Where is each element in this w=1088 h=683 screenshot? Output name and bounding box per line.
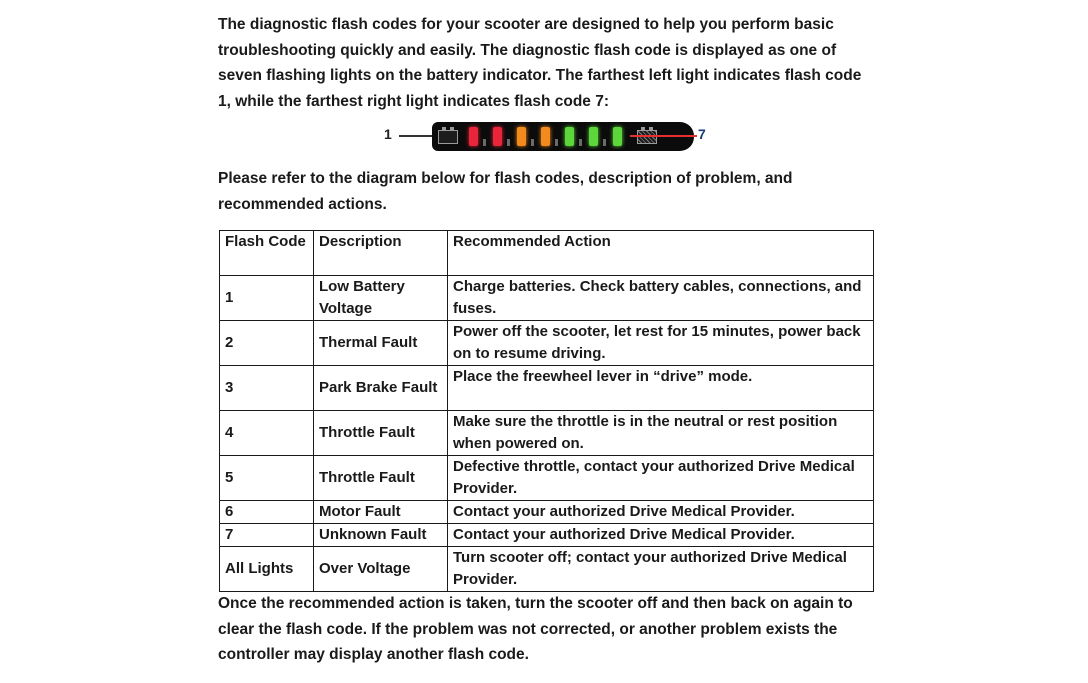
table-header-row bbox=[220, 231, 874, 276]
battery-indicator-diagram bbox=[380, 118, 710, 158]
indicator-light-1 bbox=[469, 127, 478, 146]
header-description: Description bbox=[314, 231, 448, 276]
indicator-light-5 bbox=[565, 127, 574, 146]
indicator-separator bbox=[555, 139, 558, 146]
indicator-light-4 bbox=[541, 127, 550, 146]
table-row bbox=[220, 366, 874, 411]
flash-code-cell: All Lights bbox=[220, 547, 314, 592]
action-cell: Contact your authorized Drive Medical Provider. bbox=[448, 524, 874, 547]
indicator-separator bbox=[579, 139, 582, 146]
description-cell: Motor Fault bbox=[314, 501, 448, 524]
header-flash-code: Flash Code bbox=[220, 231, 314, 276]
right-pointer-line bbox=[630, 135, 697, 137]
flash-code-table bbox=[219, 230, 874, 592]
indicator-separator bbox=[483, 139, 486, 146]
flash-code-1-label: 1 bbox=[384, 126, 392, 142]
battery-empty-icon bbox=[438, 130, 458, 144]
left-pointer-line bbox=[399, 135, 436, 137]
indicator-light-7 bbox=[613, 127, 622, 146]
indicator-separator bbox=[507, 139, 510, 146]
table-row bbox=[220, 321, 874, 366]
table-row bbox=[220, 276, 874, 321]
flash-code-cell: 5 bbox=[220, 456, 314, 501]
description-cell: Thermal Fault bbox=[314, 321, 448, 366]
description-cell: Low Battery Voltage bbox=[314, 276, 448, 321]
flash-code-7-label: 7 bbox=[698, 126, 706, 142]
indicator-separator bbox=[603, 139, 606, 146]
action-cell: Turn scooter off; contact your authorized Drive Medical Provider. bbox=[448, 547, 874, 592]
table-row bbox=[220, 547, 874, 592]
description-cell: Park Brake Fault bbox=[314, 366, 448, 411]
table-row bbox=[220, 411, 874, 456]
intro-paragraph: The diagnostic flash codes for your scooter are designed to help you perform basic troubleshooting quickly and easily. The diagnostic flash code is displayed as one of seven flashing lights on the battery indicator. The farthest left light indicates flash code 1, while the farthest right light indicates flash code 7: bbox=[218, 16, 862, 110]
refer-paragraph: Please refer to the diagram below for flash codes, description of problem, and recommended actions. bbox=[218, 170, 793, 213]
action-cell: Contact your authorized Drive Medical Provider. bbox=[448, 501, 874, 524]
description-cell: Over Voltage bbox=[314, 547, 448, 592]
indicator-light-3 bbox=[517, 127, 526, 146]
action-cell: Defective throttle, contact your authorized Drive Medical Provider. bbox=[448, 456, 874, 501]
flash-code-cell: 4 bbox=[220, 411, 314, 456]
flash-code-cell: 7 bbox=[220, 524, 314, 547]
action-cell: Charge batteries. Check battery cables, connections, and fuses. bbox=[448, 276, 874, 321]
table-row bbox=[220, 501, 874, 524]
action-cell: Place the freewheel lever in “drive” mode. bbox=[448, 366, 874, 411]
flash-code-cell: 1 bbox=[220, 276, 314, 321]
description-cell: Unknown Fault bbox=[314, 524, 448, 547]
table-row bbox=[220, 524, 874, 547]
flash-code-cell: 2 bbox=[220, 321, 314, 366]
indicator-bar bbox=[432, 122, 694, 151]
closing-paragraph: Once the recommended action is taken, turn the scooter off and then back on again to clear the flash code. If the problem was not corrected, or another problem exists the controller may display another flash code. bbox=[218, 595, 853, 663]
action-cell: Make sure the throttle is in the neutral or rest position when powered on. bbox=[448, 411, 874, 456]
indicator-light-6 bbox=[589, 127, 598, 146]
flash-code-cell: 3 bbox=[220, 366, 314, 411]
indicator-separator bbox=[531, 139, 534, 146]
table-row bbox=[220, 456, 874, 501]
battery-full-icon bbox=[637, 130, 657, 144]
action-cell: Power off the scooter, let rest for 15 minutes, power back on to resume driving. bbox=[448, 321, 874, 366]
header-recommended-action: Recommended Action bbox=[448, 231, 874, 276]
indicator-light-2 bbox=[493, 127, 502, 146]
description-cell: Throttle Fault bbox=[314, 456, 448, 501]
description-cell: Throttle Fault bbox=[314, 411, 448, 456]
flash-code-cell: 6 bbox=[220, 501, 314, 524]
